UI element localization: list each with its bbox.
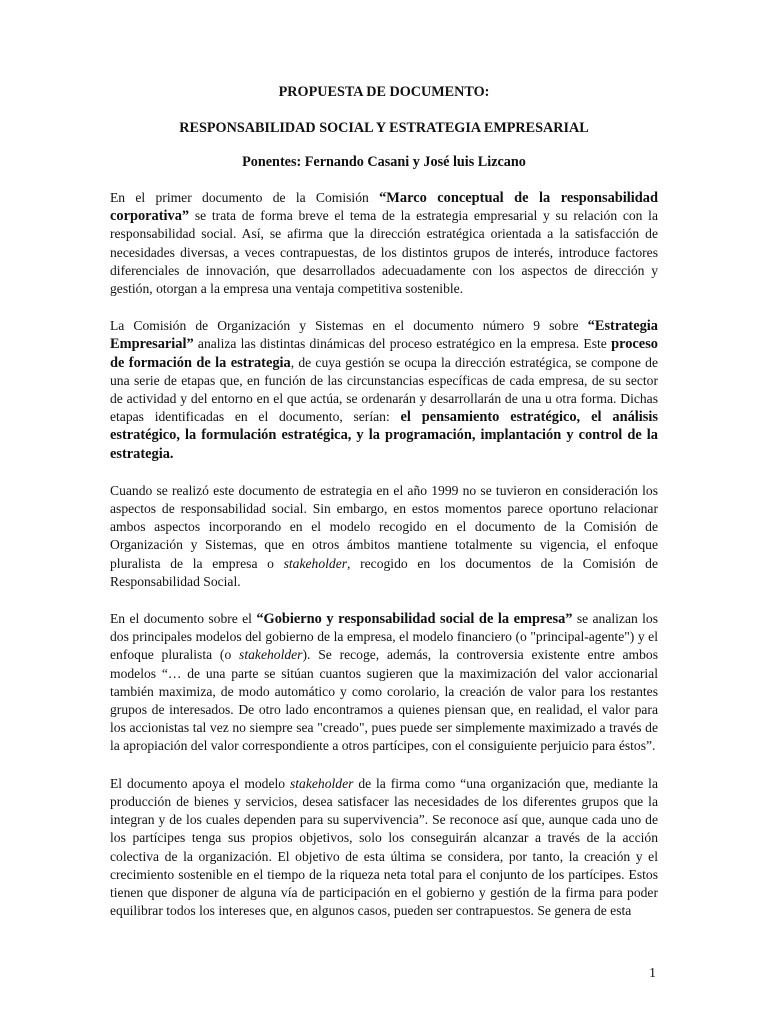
text-run: , recogido en los documentos de la Comisión de Responsabilidad Social. [110, 555, 658, 589]
bold-text: el pensamiento estratégico, el análisis estratégico, la formulación estratégica, y la programación, implantación y control de la estrategia. [110, 409, 658, 462]
paragraph-1 [110, 189, 658, 298]
page-number: 1 [649, 966, 656, 981]
italic-text: stakeholder [289, 775, 354, 791]
text-run: , de cuya gestión se ocupa la dirección estratégica, se compone de una serie de etapas que, en función de las circunstancias específicas de cada empresa, de su sector de actividad y del entorno en el que actúa, se ordenarán y desarrollarán de una u otra forma. Dichas etapas identificadas en el documento, serían: [110, 354, 658, 425]
document-title: PROPUESTA DE DOCUMENTO: [278, 84, 490, 100]
paragraph-3 [110, 482, 658, 591]
italic-text: stakeholder [239, 647, 303, 663]
text-run: En el documento sobre el [110, 611, 257, 627]
text-run: En el primer documento de la Comisión [110, 190, 380, 205]
document-page [110, 84, 658, 939]
text-run: El documento apoya el modelo [110, 775, 290, 791]
text-run: se analizan los dos principales modelos del gobierno de la empresa, el modelo financiero (o "principal-agente") y el enfoque pluralista (o [110, 611, 659, 663]
text-run: ). Se recoge, además, la controversia existente entre ambos modelos “… de una parte se sitúan cuantos sugieren que la maximización del valor accionarial también maximiza, de modo automático y como corolario, la creación de valor para los restantes grupos de interesados. De otro lado encontramos a quienes piensan que, en realidad, el valor para los accionistas tal vez no siempre sea "creado", pues puede ser simplemente maximizado a través de la apropiación del valor correspondiente a otros partícipes, con el consiguiente perjuicio para éstos”. [110, 647, 658, 754]
bold-text: “Estrategia Empresarial” [110, 318, 658, 353]
bold-text: “Gobierno y responsabilidad social de la empresa” [256, 611, 573, 628]
text-run: de la firma como “una organización que, mediante la producción de bienes y servicios, desea satisfacer las necesidades de los diferentes grupos que la integran y de los cuales dependen para su supervivencia”. Se reconoce así que, aunque cada uno de los partícipes tenga sus propios objetivos, solo los conseguirán alcanzar a través de la acción colectiva de la organización. El objetivo de esta última se considera, por tanto, la creación y el crecimiento sostenible en el tiempo de la riqueza neta total para el conjunto de los partícipes. Estos tienen que disponer de alguna vía de participación en el gobierno y gestión de la firma para poder equilibrar todos los intereses que, en algunos casos, pueden ser contrapuestos. Se genera de esta [110, 775, 658, 919]
text-run: La Comisión de Organización y Sistemas en el documento número 9 sobre [110, 318, 588, 334]
text-run: analiza las distintas dinámicas del proceso estratégico en la empresa. Este [193, 336, 612, 352]
speakers-line: Ponentes: Fernando Casani y José luis Lizcano [242, 154, 526, 170]
italic-text: stakeholder [283, 555, 348, 571]
bold-text: “Marco conceptual de la responsabilidad corporativa” [110, 190, 659, 225]
paragraph-5 [110, 775, 658, 921]
text-run: Cuando se realizó este documento de estrategia en el año 1999 no se tuvieron en consideración los aspectos de responsabilidad social. Sin embargo, en estos momentos parece oportuno relacionar ambos aspectos incorporando en el modelo recogido en el documento de la Comisión de Organización y Sistemas, que en otros ámbitos mantiene totalmente su vigencia, el enfoque pluralista de la empresa o [110, 482, 658, 571]
text-run: se trata de forma breve el tema de la estrategia empresarial y su relación con la responsabilidad social. Así, se afirma que la dirección estratégica orientada a la satisfacción de necesidades diversas, a veces contrapuestas, de los distintos grupos de interés, introduce factores diferenciales de innovación, que desarrollados adecuadamente con los aspectos de dirección y gestión, otorgan a la empresa una ventaja competitiva sostenible. [110, 208, 658, 297]
document-subtitle: RESPONSABILIDAD SOCIAL Y ESTRATEGIA EMPRESARIAL [179, 120, 589, 136]
paragraph-2 [110, 317, 658, 463]
paragraph-4 [110, 610, 658, 756]
bold-text: proceso de formación de la estrategia [110, 336, 658, 371]
